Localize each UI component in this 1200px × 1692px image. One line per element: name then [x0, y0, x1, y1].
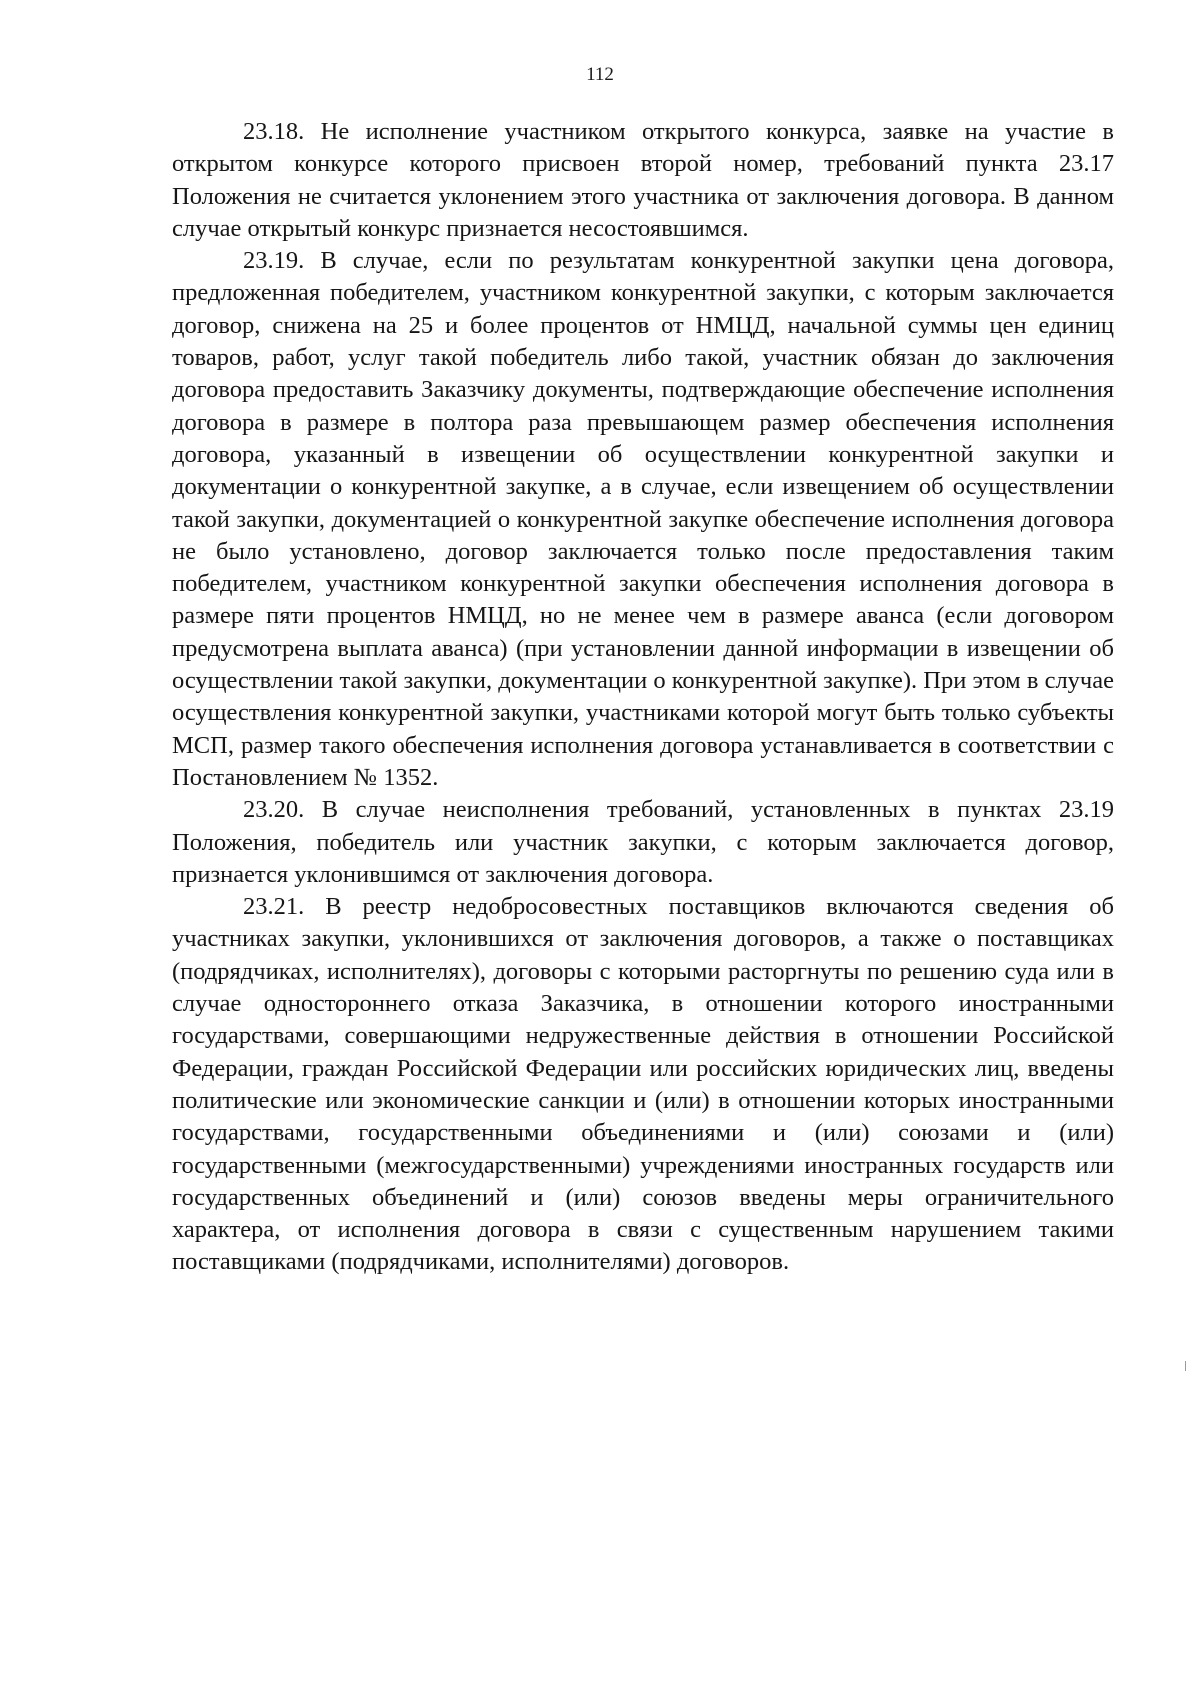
paragraph-23-19: 23.19. В случае, если по результатам конкурентной закупки цена договора, предложенная победителем, участником конкурентной закупки, с которым заключается договор, снижена на 25 и более процентов от НМЦД, начальной суммы цен единиц товаров, работ, услуг такой победитель либо такой, участник обязан до заключения договора предоставить Заказчику документы, подтверждающие обеспечение исполнения договора в размере в полтора раза превышающем размер обеспечения исполнения договора, указанный в извещении об осуществлении конкурентной закупки и документации о конкурентной закупке, а в случае, если извещением об осуществлении такой закупки, документацией о конкурентной закупке обеспечение исполнения договора не было установлено, договор заключается только после предоставления таким победителем, участником конкурентной закупки обеспечения исполнения договора в размере пяти процентов НМЦД, но не менее чем в размере аванса (если договором предусмотрена выплата аванса) (при установлении данной информации в извещении об осуществлении такой закупки, документации о конкурентной закупке). При этом в случае осуществления конкурентной закупки, участниками которой могут быть только субъекты МСП, размер такого обеспечения исполнения договора устанавливается в соответствии с Постановлением № 1352. [172, 247, 1114, 791]
page-number: 112 [586, 64, 614, 85]
scan-margin-mark [1185, 1361, 1186, 1371]
paragraph-23-21: 23.21. В реестр недобросовестных поставщиков включаются сведения об участниках закупки, уклонившихся от заключения договоров, а также о поставщиках (подрядчиках, исполнителях), договоры с которыми расторгнуты по решению суда или в случае одностороннего отказа Заказчика, в отношении которого иностранными государствами, совершающими недружественные действия в отношении Российской Федерации, граждан Российской Федерации или российских юридических лиц, введены политические или экономические санкции и (или) в отношении которых иностранными государствами, государственными объединениями и (или) союзами и (или) государственными (межгосударственными) учреждениями иностранных государств или государственных объединений и (или) союзов введены меры ограничительного характера, от исполнения договора в связи с существенным нарушением такими поставщиками (подрядчиками, исполнителями) договоров. [172, 893, 1114, 1276]
paragraph-23-18: 23.18. Не исполнение участником открытого конкурса, заявке на участие в открытом конкурсе которого присвоен второй номер, требований пункта 23.17 Положения не считается уклонением этого участника от заключения договора. В данном случае открытый конкурс признается несостоявшимся. [172, 118, 1114, 242]
paragraph-23-20: 23.20. В случае неисполнения требований, установленных в пунктах 23.19 Положения, победитель или участник закупки, с которым заключается договор, признается уклонившимся от заключения договора. [172, 796, 1114, 888]
document-body [172, 116, 1114, 1279]
